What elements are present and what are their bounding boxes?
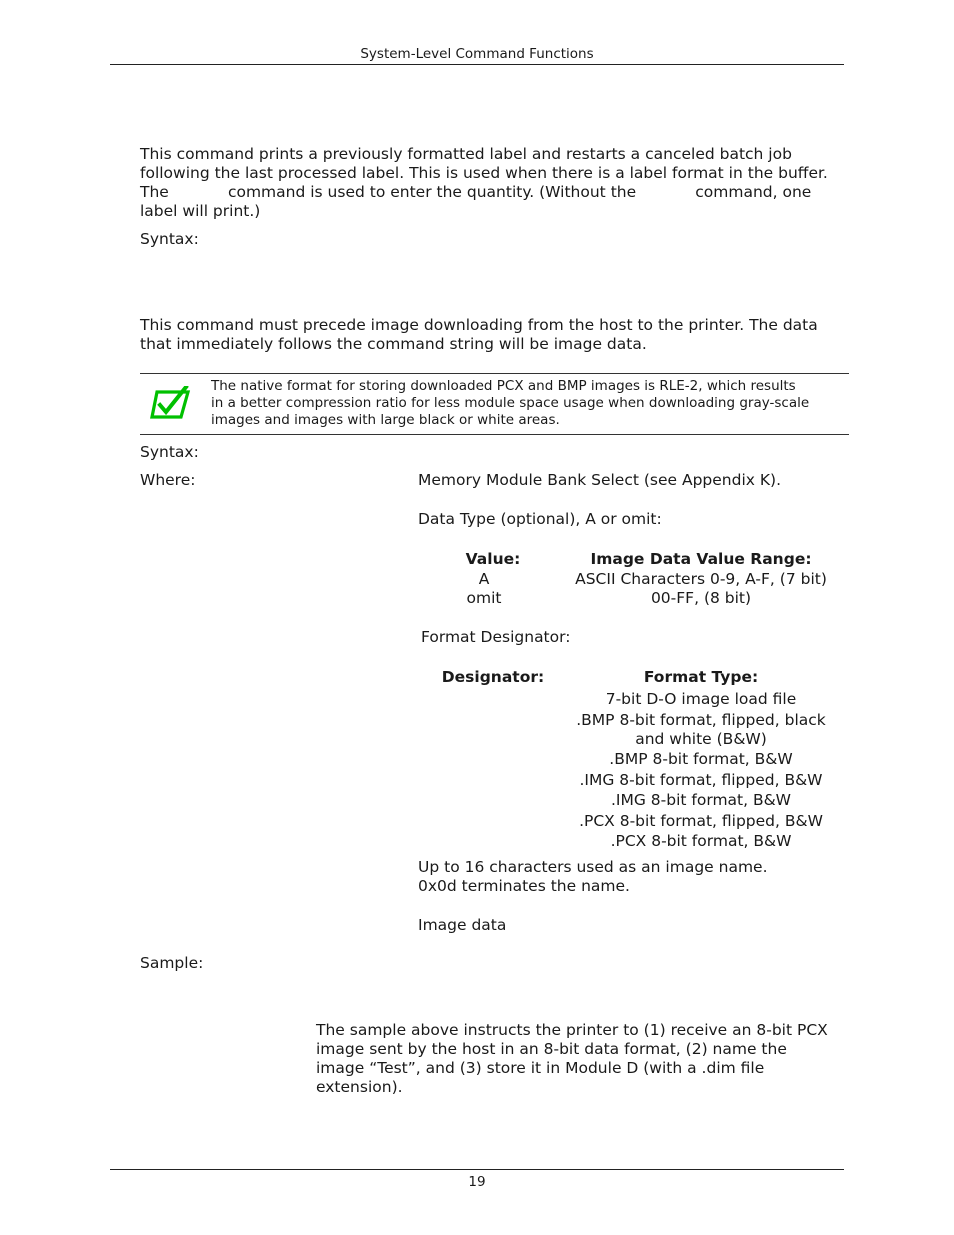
- section1-paragraph: [140, 145, 838, 221]
- format-row-2-line-2: and white (B&W): [635, 730, 767, 748]
- where-label: Where:: [140, 471, 196, 489]
- datatype-row-2-value: omit: [466, 589, 502, 607]
- format-row-2: [561, 711, 841, 749]
- section2-line-2: that immediately follows the command string will be image data.: [140, 335, 647, 353]
- param-bank-desc: Memory Module Bank Select (see Appendix K).: [418, 471, 782, 489]
- note-text: [211, 378, 839, 429]
- sample-line-2: image sent by the host in an 8-bit data format, (2) name the: [316, 1040, 787, 1058]
- datatype-row-1-value: A: [478, 570, 490, 588]
- note-bottom-rule: [140, 434, 849, 435]
- section2-paragraph: [140, 316, 838, 354]
- datatype-row-2-range: 00-FF, (8 bit): [650, 589, 752, 607]
- param-format-desc: Format Designator:: [421, 628, 571, 646]
- datatype-header-value: Value:: [465, 550, 521, 568]
- note-top-rule: [140, 373, 849, 374]
- sample-explanation: [316, 1021, 840, 1097]
- format-header-designator: Designator:: [441, 668, 545, 686]
- param-name-desc: [418, 858, 768, 896]
- section1-line-3: The command is used to enter the quantity. (Without the command, one: [140, 183, 812, 201]
- format-row-2-line-1: .BMP 8-bit format, flipped, black: [576, 711, 826, 729]
- note-line-1: The native format for storing downloaded PCX and BMP images is RLE-2, which results: [211, 378, 796, 394]
- sample-line-1: The sample above instructs the printer to (1) receive an 8-bit PCX: [316, 1021, 828, 1039]
- format-row-3: .BMP 8-bit format, B&W: [609, 750, 793, 768]
- page-number: 19: [468, 1174, 486, 1190]
- footer-rule: [110, 1169, 844, 1170]
- format-row-7: .PCX 8-bit format, B&W: [610, 832, 792, 850]
- format-row-6: .PCX 8-bit format, flipped, B&W: [579, 812, 823, 830]
- section2-syntax-label: Syntax:: [140, 443, 199, 461]
- sample-line-3: image “Test”, and (3) store it in Module D (with a .dim file: [316, 1059, 765, 1077]
- section1-syntax-label: Syntax:: [140, 230, 199, 248]
- sample-line-4: extension).: [316, 1078, 403, 1096]
- section1-line-4: label will print.): [140, 202, 261, 220]
- param-name-line-2: 0x0d terminates the name.: [418, 877, 630, 895]
- section2-line-1: This command must precede image downloading from the host to the printer. The data: [140, 316, 818, 334]
- section1-line-1: This command prints a previously formatted label and restarts a canceled batch job: [140, 145, 792, 163]
- format-row-1: 7-bit D-O image load file: [605, 690, 797, 708]
- datatype-header-range: Image Data Value Range:: [590, 550, 812, 568]
- param-name-line-1: Up to 16 characters used as an image name.: [418, 858, 768, 876]
- param-datatype-desc: Data Type (optional), A or omit:: [418, 510, 662, 528]
- format-row-5: .IMG 8-bit format, B&W: [610, 791, 792, 809]
- datatype-row-1-range: ASCII Characters 0-9, A-F, (7 bit): [575, 570, 827, 588]
- note-line-2: in a better compression ratio for less module space usage when downloading gray-scale: [211, 395, 810, 411]
- param-data-desc: Image data: [418, 916, 507, 934]
- check-note-icon: [150, 386, 192, 422]
- format-header-type: Format Type:: [643, 668, 759, 686]
- sample-label: Sample:: [140, 954, 204, 972]
- header-rule: [110, 64, 844, 65]
- section1-line-2: following the last processed label. This is used when there is a label format in the buffer.: [140, 164, 828, 182]
- format-row-4: .IMG 8-bit format, flipped, B&W: [579, 771, 823, 789]
- running-header: System-Level Command Functions: [360, 46, 594, 62]
- note-line-3: images and images with large black or white areas.: [211, 412, 560, 428]
